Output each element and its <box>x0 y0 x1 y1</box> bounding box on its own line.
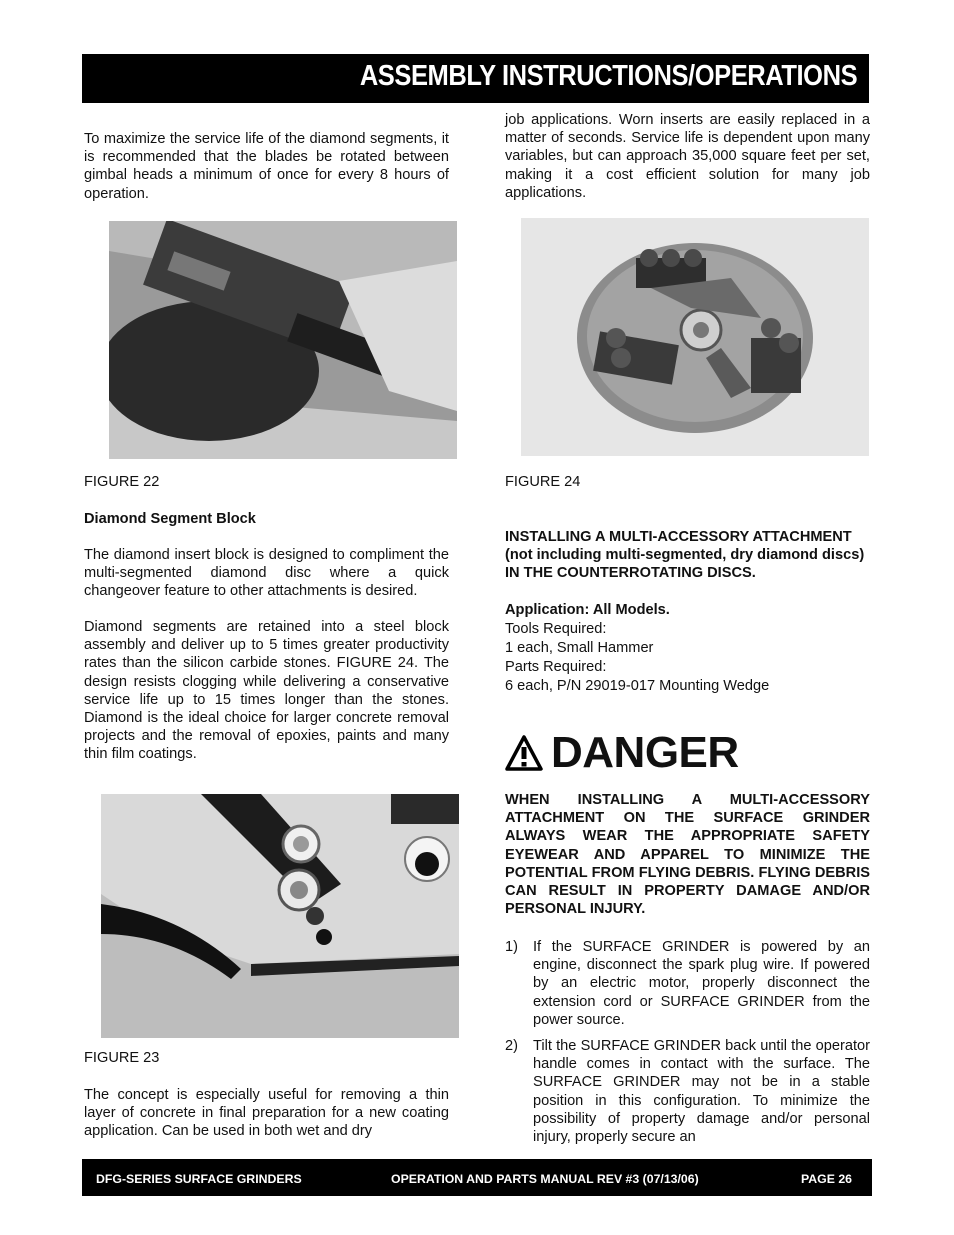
intro-paragraph: To maximize the service life of the diamond segments, it is recommended that the blades be rotated between gimbal heads a minimum of once for every 8 hours of operation. <box>84 131 449 202</box>
section-heading: Diamond Segment Block <box>84 511 256 527</box>
tools-label: Tools Required: <box>505 621 607 637</box>
figure-22-caption: FIGURE 22 <box>84 474 160 490</box>
paragraph-3: The concept is especially useful for removing a thin layer of concrete in final preparation for a new coating application. Can be used in both wet and dry <box>84 1087 449 1140</box>
tools-value: 1 each, Small Hammer <box>505 640 654 656</box>
figure-23-caption: FIGURE 23 <box>84 1050 160 1066</box>
paragraph-1: The diamond insert block is designed to compliment the multi-segmented diamond disc where a quick changeover feature to other attachments is desired. <box>84 547 449 600</box>
application-line: Application: All Models. <box>505 602 670 618</box>
continued-paragraph: job applications. Worn inserts are easily replaced in a matter of seconds. Service life is dependent upon many variables, but can approach 35,000 square feet per set, making it a cost efficient solution for many job applications. <box>505 112 870 201</box>
figure-22-photo <box>109 221 457 459</box>
danger-title: DANGER <box>551 728 739 777</box>
footer-page-number: PAGE 26 <box>800 1172 852 1186</box>
danger-text: WHEN INSTALLING A MULTI-ACCESSORY ATTACHMENT ON THE SURFACE GRINDER ALWAYS WEAR THE APPROPRIATE SAFETY EYEWEAR AND APPAREL TO MINIMIZE THE POTENTIAL FROM FLYING DEBRIS. FLYING DEBRIS CAN RESULT IN PROPERTY DAMAGE AND/OR PERSONAL INJURY. <box>505 792 870 918</box>
page-title: ASSEMBLY INSTRUCTIONS/OPERATIONS <box>359 60 857 92</box>
figure-24-caption: FIGURE 24 <box>505 474 581 490</box>
list-item <box>505 1037 870 1146</box>
footer-bar <box>82 1159 872 1196</box>
install-heading: INSTALLING A MULTI-ACCESSORY ATTACHMENT (not including multi-segmented, dry diamond discs) IN THE COUNTERROTATING DISCS. <box>505 529 865 582</box>
steps-list <box>505 938 870 1154</box>
figure-24-photo <box>521 218 869 456</box>
footer-left: DFG-SERIES SURFACE GRINDERS <box>96 1172 302 1186</box>
footer-center: OPERATION AND PARTS MANUAL REV #3 (07/13/06) <box>391 1172 699 1186</box>
header-bar <box>82 54 869 103</box>
step-text: Tilt the SURFACE GRINDER back until the operator handle comes in contact with the surface. The SURFACE GRINDER may not be in a stable position in this configuration. To minimize the possibility of property damage and/or personal injury, properly secure an <box>533 1038 870 1146</box>
danger-heading <box>505 728 739 778</box>
step-text: If the SURFACE GRINDER is powered by an engine, disconnect the spark plug wire. If powered by an electric motor, properly disconnect the extension cord or SURFACE GRINDER from the power source. <box>533 939 870 1028</box>
list-item <box>505 938 870 1029</box>
step-number: 1) <box>505 939 518 955</box>
parts-label: Parts Required: <box>505 659 607 675</box>
warning-triangle-icon <box>505 735 543 771</box>
paragraph-2: Diamond segments are retained into a steel block assembly and deliver up to 5 times greater productivity rates than the silicon carbide stones. FIGURE 24. The design resists clogging while delivering a conservative service life up to 15 times longer than the stones. Diamond is the ideal choice for larger concrete removal projects and the removal of epoxies, paints and many thin film coatings. <box>84 619 449 763</box>
parts-value: 6 each, P/N 29019-017 Mounting Wedge <box>505 678 770 694</box>
figure-23-photo <box>101 794 459 1038</box>
step-number: 2) <box>505 1038 518 1055</box>
